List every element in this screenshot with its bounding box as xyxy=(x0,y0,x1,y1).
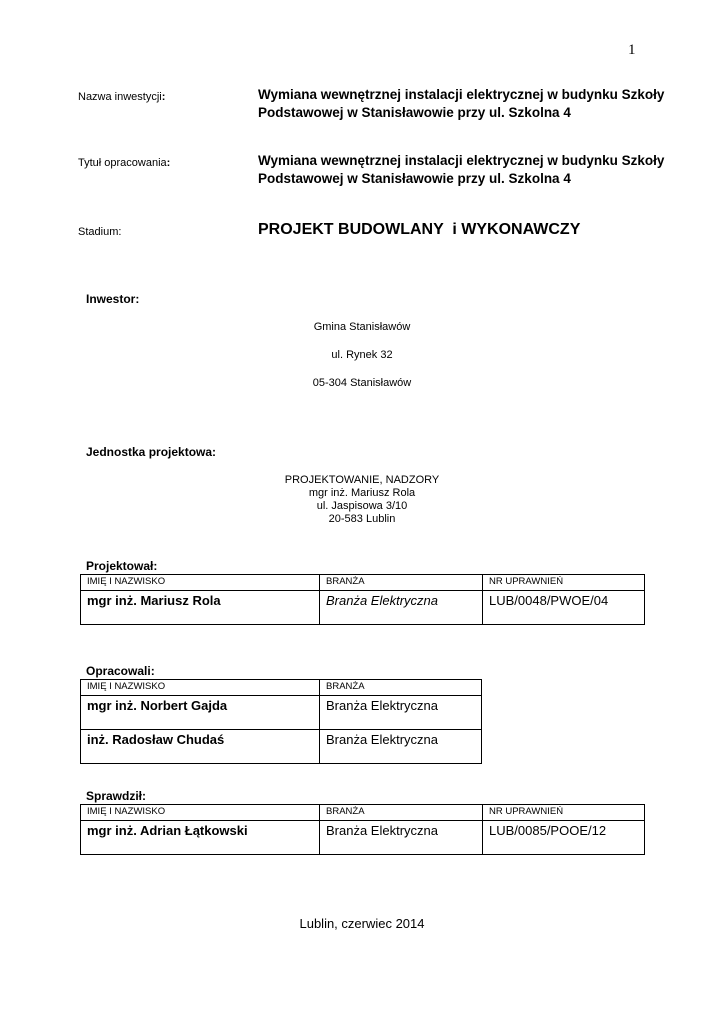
table-row xyxy=(81,591,645,625)
investor-street: ul. Rynek 32 xyxy=(331,349,393,361)
person-name: mgr inż. Norbert Gajda xyxy=(81,696,320,730)
person-branch: Branża Elektryczna xyxy=(320,591,483,625)
table-row xyxy=(81,821,645,855)
table-header-row xyxy=(81,680,482,696)
place-date: Lublin, czerwiec 2014 xyxy=(299,916,425,931)
design-unit-line1: PROJEKTOWANIE, NADZORY xyxy=(284,474,440,486)
design-unit-line4: 20-583 Lublin xyxy=(328,513,396,525)
person-license: LUB/0048/PWOE/04 xyxy=(483,591,645,625)
study-title-line1: Wymiana wewnętrznej instalacji elektrycznej w budynku Szkoły xyxy=(258,153,665,168)
study-title-label-text: Tytuł opracowania xyxy=(78,157,167,169)
header-license: NR UPRAWNIEŃ xyxy=(483,575,645,591)
design-unit-address xyxy=(0,474,724,526)
table-row xyxy=(81,696,482,730)
investment-label xyxy=(78,91,165,103)
header-branch: BRANŻA xyxy=(320,575,483,591)
investor-heading: Inwestor: xyxy=(86,292,140,306)
table-row xyxy=(81,730,482,764)
header-branch: BRANŻA xyxy=(320,680,482,696)
person-name: mgr inż. Mariusz Rola xyxy=(81,591,320,625)
person-branch: Branża Elektryczna xyxy=(320,730,482,764)
prepared-by-table xyxy=(80,679,482,764)
header-license: NR UPRAWNIEŃ xyxy=(483,805,645,821)
header-name: IMIĘ I NAZWISKO xyxy=(81,575,320,591)
design-unit-line3: ul. Jaspisowa 3/10 xyxy=(316,500,408,512)
table-header-row xyxy=(81,575,645,591)
stage-value: PROJEKT BUDOWLANY i WYKONAWCZY xyxy=(258,221,581,238)
header-name: IMIĘ I NAZWISKO xyxy=(81,680,320,696)
investor-name: Gmina Stanisławów xyxy=(313,321,411,333)
study-title-line2: Podstawowej w Stanisławowie przy ul. Szkolna 4 xyxy=(258,171,571,186)
design-unit-line2: mgr inż. Mariusz Rola xyxy=(308,487,416,499)
checked-by-table xyxy=(80,804,645,855)
person-name: inż. Radosław Chudaś xyxy=(81,730,320,764)
stage-label: Stadium: xyxy=(78,226,122,238)
table-header-row xyxy=(81,805,645,821)
person-branch: Branża Elektryczna xyxy=(320,696,482,730)
study-title-label xyxy=(78,157,170,169)
investor-city: 05-304 Stanisławów xyxy=(312,377,412,389)
investment-label-text: Nazwa inwestycji xyxy=(78,91,162,103)
design-unit-heading: Jednostka projektowa: xyxy=(86,445,217,459)
header-branch: BRANŻA xyxy=(320,805,483,821)
checked-by-title: Sprawdził: xyxy=(86,789,147,803)
person-name: mgr inż. Adrian Łątkowski xyxy=(81,821,320,855)
page-number: 1 xyxy=(628,42,636,58)
person-branch: Branża Elektryczna xyxy=(320,821,483,855)
person-license: LUB/0085/POOE/12 xyxy=(483,821,645,855)
investment-name-line1: Wymiana wewnętrznej instalacji elektrycznej w budynku Szkoły xyxy=(258,87,665,102)
header-name: IMIĘ I NAZWISKO xyxy=(81,805,320,821)
study-title xyxy=(258,152,664,188)
designed-by-title: Projektował: xyxy=(86,559,158,573)
investment-name xyxy=(258,86,664,122)
investment-name-line2: Podstawowej w Stanisławowie przy ul. Szkolna 4 xyxy=(258,105,571,120)
investment-label-colon: : xyxy=(161,91,166,103)
designed-by-table xyxy=(80,574,645,625)
prepared-by-title: Opracowali: xyxy=(86,664,155,678)
study-title-label-colon: : xyxy=(166,157,171,169)
